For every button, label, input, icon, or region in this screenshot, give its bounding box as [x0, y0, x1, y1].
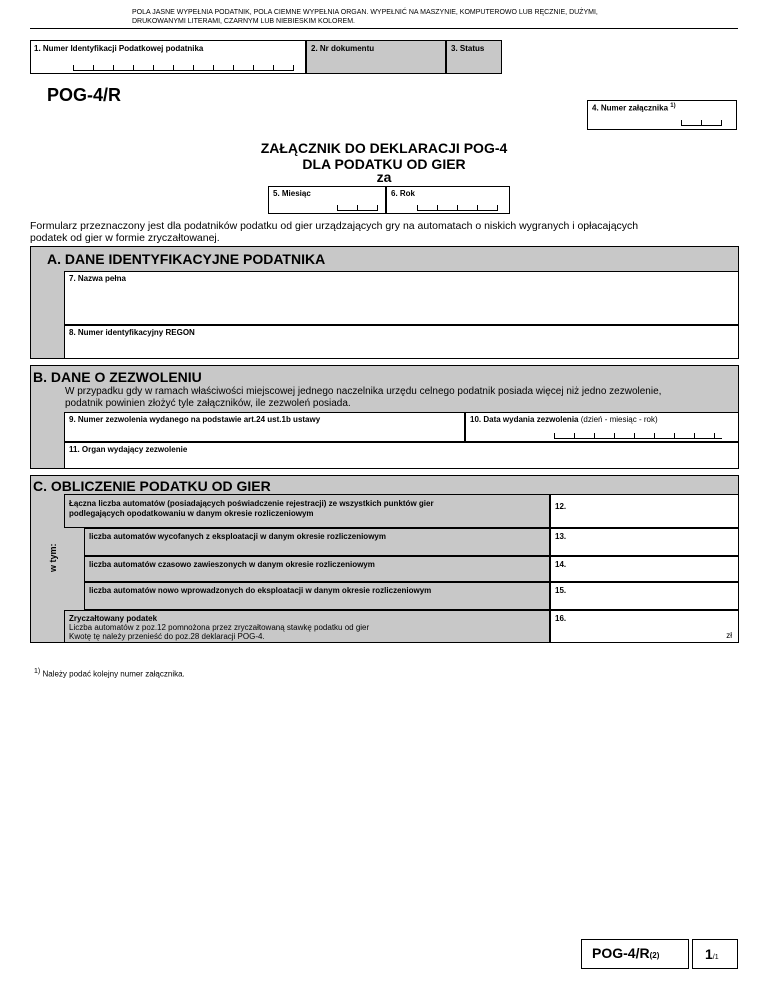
row-14-label: liczba automatów czasowo zawieszonych w danym okresie rozliczeniowym [89, 560, 375, 569]
year-label: 6. Rok [391, 189, 416, 198]
nip-digit-ticks [73, 65, 294, 71]
permit-date-text: 10. Data wydania zezwolenia [470, 415, 579, 424]
field-16-number: 16. [555, 614, 567, 623]
field-13[interactable] [550, 528, 739, 556]
permit-date-ticks [554, 433, 722, 439]
full-name-label: 7. Nazwa pełna [69, 274, 126, 283]
in-that-label: w tym: [48, 543, 58, 572]
instructions-line-2: DRUKOWANYMI LITERAMI, CZARNYM LUB NIEBIESKIM KOLOREM. [132, 18, 355, 25]
page-total: /1 [712, 954, 719, 961]
flat-tax-line-1: Liczba automatów z poz.12 pomnożona przez zryczałtowaną stawkę podatku od gier [69, 623, 370, 632]
instructions-line-1: POLA JASNE WYPEŁNIA PODATNIK, POLA CIEMNE WYPEŁNIA ORGAN. WYPEŁNIĆ NA MASZYNIE, KOMPUTEROWO LUB RĘCZNIE, DUŻYMI, [132, 9, 598, 16]
intro-text [30, 220, 740, 244]
row-13-label: liczba automatów wycofanych z eksploatacji w danym okresie rozliczeniowym [89, 532, 386, 541]
header-rule [30, 28, 738, 29]
footnote-marker: 1) [34, 668, 41, 675]
regon-field[interactable] [64, 325, 739, 359]
field-14[interactable] [550, 556, 739, 582]
field-15[interactable] [550, 582, 739, 610]
permit-date-hint: (dzień - miesiąc - rok) [580, 415, 658, 424]
month-label: 5. Miesiąc [273, 189, 311, 198]
month-field[interactable] [268, 186, 386, 214]
footer-code-wrap [592, 945, 659, 961]
permit-number-label: 9. Numer zezwolenia wydanego na podstawie art.24 ust.1b ustawy [69, 415, 321, 424]
section-a-title: A. DANE IDENTYFIKACYJNE PODATNIKA [47, 251, 326, 267]
attachment-number-text: 4. Numer załącznika [592, 103, 669, 113]
total-machines-text [69, 499, 434, 519]
year-field[interactable] [386, 186, 510, 214]
status-label: 3. Status [451, 44, 485, 53]
regon-label: 8. Numer identyfikacyjny REGON [69, 328, 195, 337]
total-machines-line-2: podlegających opodatkowaniu w danym okresie rozliczeniowym [69, 509, 314, 518]
total-machines-line-1: Łączna liczba automatów (posiadających poświadczenie rejestracji) ze wszystkich punktów gier [69, 499, 434, 508]
page-number-wrap [705, 946, 719, 962]
permit-date-label [470, 415, 658, 424]
document-title [0, 140, 768, 185]
field-16[interactable] [550, 610, 739, 643]
footer-page-number [692, 939, 738, 969]
footer-version: (2) [649, 951, 660, 960]
attachment-number-ticks [681, 120, 722, 126]
issuing-authority-label: 11. Organ wydający zezwolenie [69, 445, 188, 454]
attachment-number-label [592, 103, 676, 113]
intro-line-1: Formularz przeznaczony jest dla podatników podatku od gier urządzających gry na automatach o niskich wygranych i opłacających [30, 220, 639, 232]
attachment-number-field[interactable] [587, 100, 737, 130]
flat-tax-line-2: Kwotę tę należy przenieść do poz.28 deklaracji POG-4. [69, 632, 265, 641]
row-15-label: liczba automatów nowo wprowadzonych do eksploatacji w danym okresie rozliczeniowym [89, 586, 432, 595]
field-12-number: 12. [555, 502, 567, 511]
field-13-number: 13. [555, 532, 567, 541]
flat-tax-text [69, 614, 369, 641]
section-b-note-line-1: W przypadku gdy w ramach właściwości miejscowej jednego naczelnika urzędu celnego podatnik posiada więcej niż jedno zezwolenie, [65, 386, 662, 397]
month-ticks [337, 205, 378, 211]
full-name-field[interactable] [64, 271, 739, 325]
currency-label: zł [726, 631, 732, 640]
section-b-note-line-2: podatnik powinien złożyć tyle załączników, ile zezwoleń posiada. [65, 398, 351, 409]
field-14-number: 14. [555, 560, 567, 569]
page-current: 1 [705, 946, 713, 962]
document-number-field [306, 40, 446, 74]
section-c-title: C. OBLICZENIE PODATKU OD GIER [33, 478, 271, 494]
section-b-note [65, 386, 735, 410]
form-code: POG-4/R [47, 85, 122, 105]
footnote [34, 668, 185, 679]
year-ticks [417, 205, 498, 211]
permit-number-field[interactable] [64, 412, 465, 442]
field-15-number: 15. [555, 586, 567, 595]
form-instructions [132, 8, 598, 26]
document-number-label: 2. Nr dokumentu [311, 44, 375, 53]
footer-form-code [581, 939, 689, 969]
intro-line-2: podatek od gier w formie zryczałtowanej. [30, 232, 220, 244]
issuing-authority-field[interactable] [64, 442, 739, 469]
permit-date-field[interactable] [465, 412, 739, 442]
row-14-label-cell [84, 556, 550, 582]
flat-tax-label-cell [64, 610, 550, 643]
nip-field[interactable] [30, 40, 306, 74]
title-line-1: ZAŁĄCZNIK DO DEKLARACJI POG-4 [260, 140, 508, 156]
section-b-title: B. DANE O ZEZWOLENIU [33, 369, 202, 385]
title-line-2: DLA PODATKU OD GIER [302, 156, 466, 172]
row-15-label-cell [84, 582, 550, 610]
flat-tax-title: Zryczałtowany podatek [69, 614, 158, 623]
title-line-3: za [376, 169, 392, 185]
row-13-label-cell [84, 528, 550, 556]
total-machines-label-cell [64, 494, 550, 528]
footnote-text: Należy podać kolejny numer załącznika. [42, 669, 185, 679]
field-12[interactable] [550, 494, 739, 528]
footer-code: POG-4/R [592, 945, 650, 961]
status-field [446, 40, 502, 74]
nip-label: 1. Numer Identyfikacji Podatkowej podatnika [34, 44, 204, 53]
footnote-ref: 1) [670, 103, 676, 109]
